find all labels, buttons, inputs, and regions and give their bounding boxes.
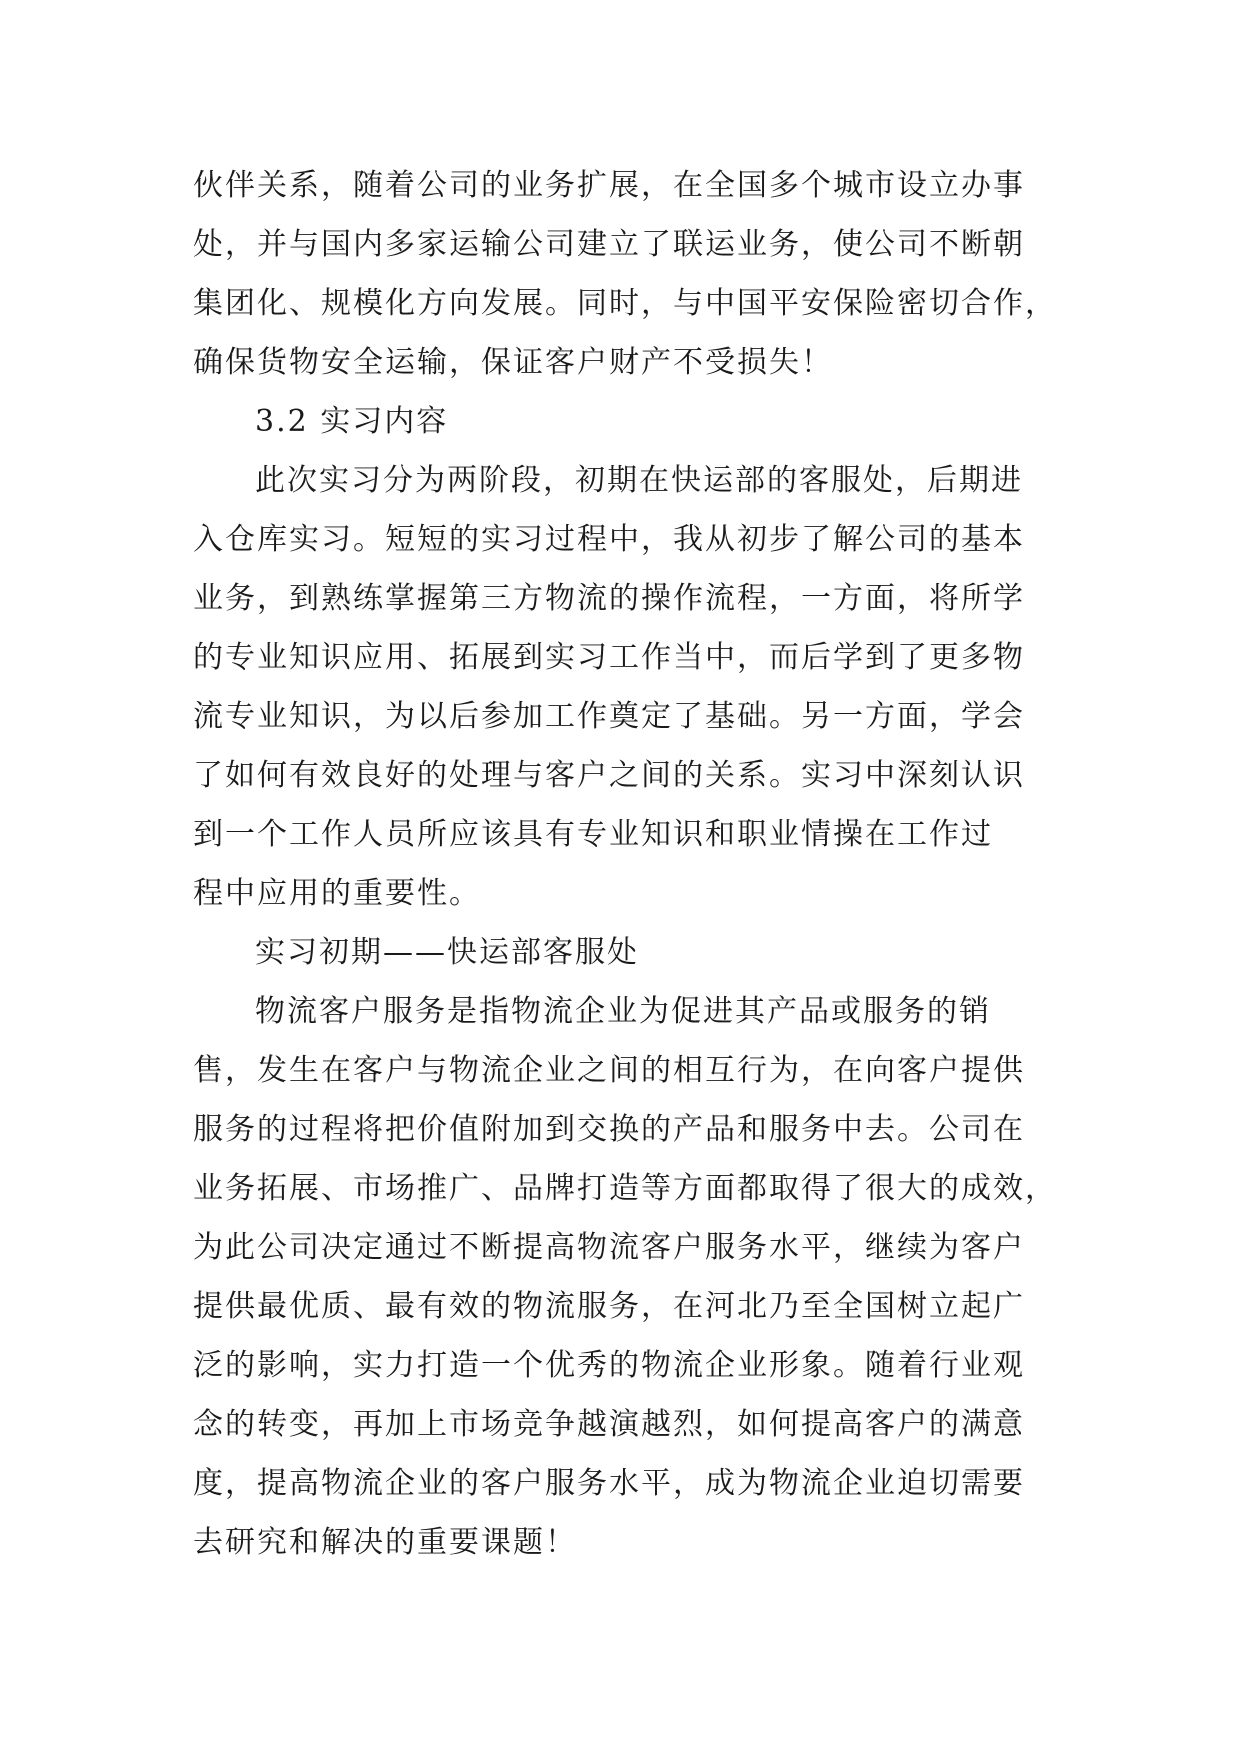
text-line: 实习初期——快运部客服处 <box>255 935 639 970</box>
text-line: 程中应用的重要性。 <box>193 876 481 911</box>
text-line: 处，并与国内多家运输公司建立了联运业务，使公司不断朝 <box>193 227 1025 262</box>
text-line: 泛的影响，实力打造一个优秀的物流企业形象。随着行业观 <box>193 1348 1025 1383</box>
text-line: 业务拓展、市场推广、品牌打造等方面都取得了很大的成效， <box>193 1171 1057 1206</box>
text-line: 售，发生在客户与物流企业之间的相互行为，在向客户提供 <box>193 1053 1025 1088</box>
text-line: 去研究和解决的重要课题！ <box>193 1525 577 1560</box>
text-line: 提供最优质、最有效的物流服务，在河北乃至全国树立起广 <box>193 1289 1025 1324</box>
text-line: 流专业知识，为以后参加工作奠定了基础。另一方面，学会 <box>193 699 1025 734</box>
text-line: 伙伴关系，随着公司的业务扩展，在全国多个城市设立办事 <box>193 168 1025 203</box>
text-line: 为此公司决定通过不断提高物流客户服务水平，继续为客户 <box>193 1230 1025 1265</box>
text-line: 了如何有效良好的处理与客户之间的关系。实习中深刻认识 <box>193 758 1025 793</box>
text-line: 集团化、规模化方向发展。同时，与中国平安保险密切合作， <box>193 286 1057 321</box>
text-line: 的专业知识应用、拓展到实习工作当中，而后学到了更多物 <box>193 640 1025 675</box>
text-line: 确保货物安全运输，保证客户财产不受损失！ <box>193 345 833 380</box>
document-body <box>193 156 1057 1572</box>
text-line: 3.2 实习内容 <box>255 404 449 439</box>
text-line: 念的转变，再加上市场竞争越演越烈，如何提高客户的满意 <box>193 1407 1025 1442</box>
text-line: 入仓库实习。短短的实习过程中，我从初步了解公司的基本 <box>193 522 1025 557</box>
text-line: 物流客户服务是指物流企业为促进其产品或服务的销 <box>255 994 991 1029</box>
text-line: 到一个工作人员所应该具有专业知识和职业情操在工作过 <box>193 817 993 852</box>
text-line: 服务的过程将把价值附加到交换的产品和服务中去。公司在 <box>193 1112 1025 1147</box>
text-line: 此次实习分为两阶段，初期在快运部的客服处，后期进 <box>255 463 1023 498</box>
text-line: 度，提高物流企业的客户服务水平，成为物流企业迫切需要 <box>193 1466 1025 1501</box>
text-line: 业务，到熟练掌握第三方物流的操作流程，一方面，将所学 <box>193 581 1025 616</box>
